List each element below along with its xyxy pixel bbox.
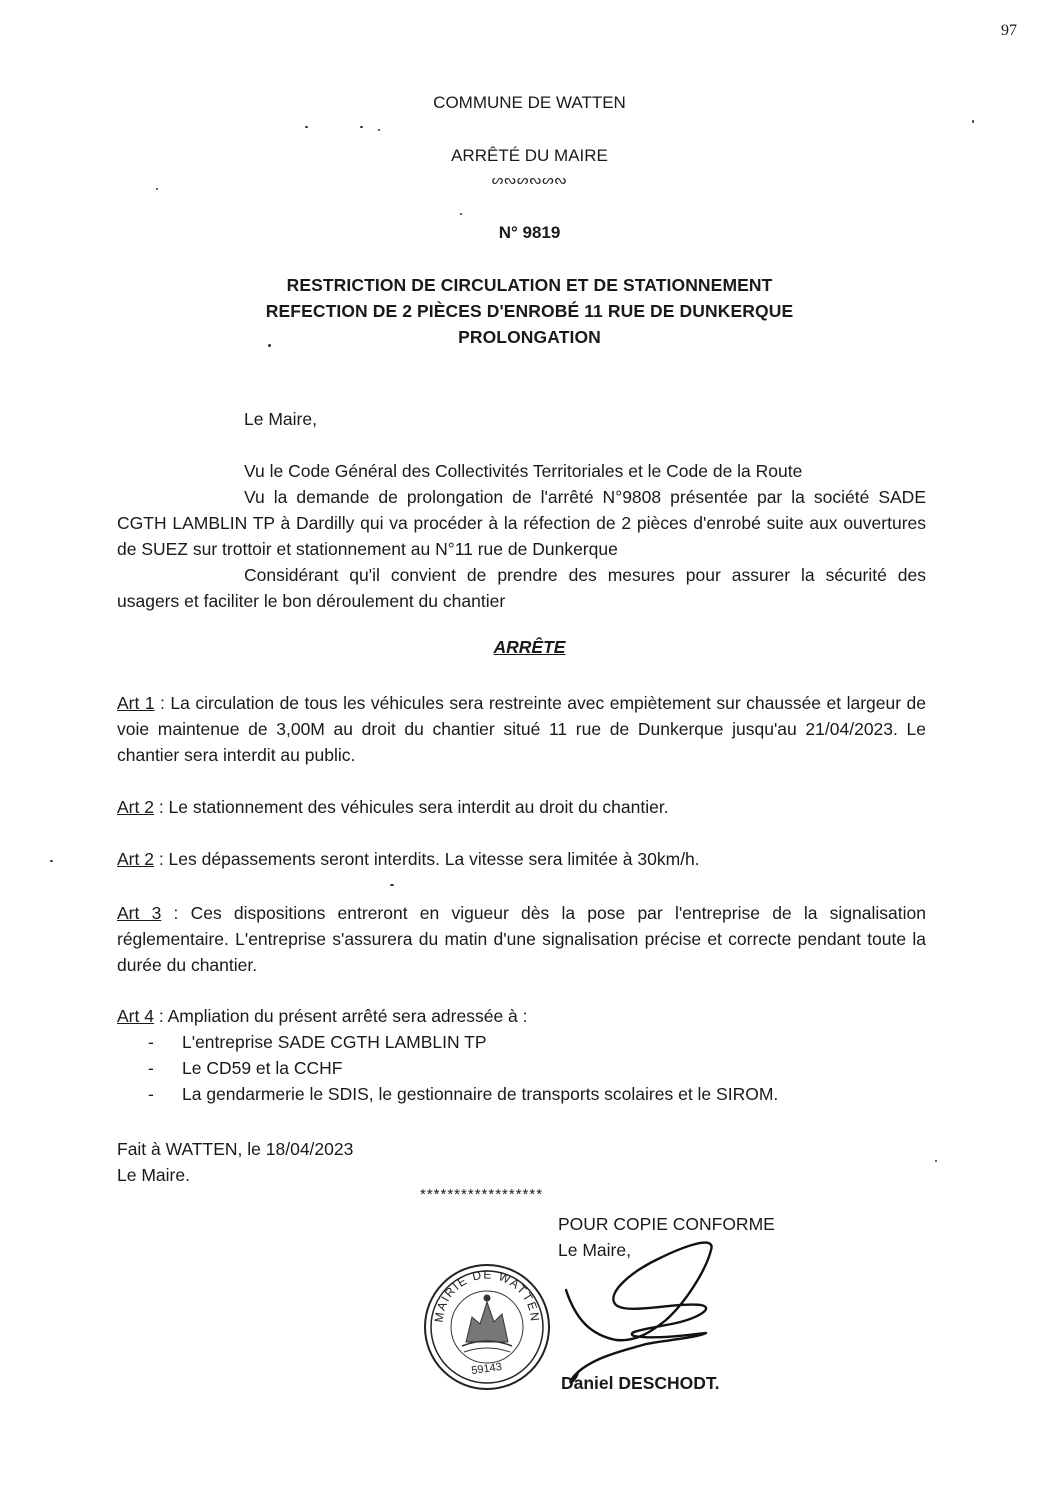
scan-speck bbox=[268, 344, 271, 347]
considerant: Considérant qu'il convient de prendre des mesures pour assurer la sécurité des usagers et faciliter le bon déroulement du chantier bbox=[117, 565, 926, 611]
scan-speck bbox=[156, 188, 158, 190]
fait-a: Fait à WATTEN, le 18/04/2023 bbox=[117, 1139, 354, 1159]
vu-code: Vu le Code Général des Collectivités Territoriales et le Code de la Route bbox=[244, 461, 803, 481]
copie-conforme: POUR COPIE CONFORME bbox=[558, 1214, 775, 1234]
article-label: Art 2 bbox=[117, 797, 154, 817]
article-label: Art 1 bbox=[117, 693, 155, 713]
title-line-2: REFECTION DE 2 PIÈCES D'ENROBÉ 11 RUE DE DUNKERQUE bbox=[265, 301, 794, 321]
article-text: : Les dépassements seront interdits. La vitesse sera limitée à 30km/h. bbox=[153, 849, 700, 869]
list-item: - L'entreprise SADE CGTH LAMBLIN TP bbox=[148, 1029, 928, 1055]
scan-speck bbox=[972, 120, 974, 123]
scan-speck bbox=[50, 860, 53, 862]
scan-speck bbox=[305, 126, 308, 128]
article-1 bbox=[117, 690, 926, 768]
article-label: Art 2 bbox=[117, 849, 154, 869]
page-number: 97 bbox=[1001, 22, 1017, 39]
article-2b bbox=[117, 846, 926, 872]
mairie-stamp bbox=[422, 1262, 552, 1392]
article-text: : Le stationnement des véhicules sera interdit au droit du chantier. bbox=[153, 797, 669, 817]
article-label: Art 3 bbox=[117, 903, 162, 923]
scan-speck bbox=[390, 884, 394, 886]
handwritten-signature bbox=[556, 1240, 726, 1390]
article-text: : Ampliation du présent arrêté sera adressée à : bbox=[153, 1006, 528, 1026]
scan-speck bbox=[935, 1160, 937, 1162]
ornament-divider: ᔕᔓᔕᔓᔕᔓ bbox=[491, 172, 568, 187]
arrete-heading: ARRÊTE bbox=[493, 637, 566, 657]
le-maire-closing: Le Maire. bbox=[117, 1165, 190, 1185]
article-label: Art 4 bbox=[117, 1006, 154, 1026]
salutation: Le Maire, bbox=[244, 409, 317, 429]
article-text: : Ces dispositions entreront en vigueur dès la pose par l'entreprise de la signalisation réglementaire. L'entreprise s'assurera du matin d'une signalisation précise et correcte pendant toute la durée du chantier. bbox=[117, 903, 926, 975]
article-3 bbox=[117, 900, 926, 978]
recipient-list bbox=[148, 1029, 928, 1107]
list-item: - Le CD59 et la CCHF bbox=[148, 1055, 928, 1081]
title-line-3: PROLONGATION bbox=[458, 327, 601, 347]
article-4 bbox=[117, 1003, 926, 1029]
le-maire-signature: Le Maire, bbox=[558, 1240, 631, 1260]
scan-speck bbox=[360, 126, 363, 128]
commune-name: COMMUNE DE WATTEN bbox=[433, 93, 626, 112]
vu-demande: Vu la demande de prolongation de l'arrêté N°9808 présentée par la société SADE CGTH LAMBLIN TP à Dardilly qui va procéder à la réfection de 2 pièces d'enrobé suite aux ouvertures de SUEZ sur trottoir et stationnement au N°11 rue de Dunkerque bbox=[117, 487, 926, 559]
document-type: ARRÊTÉ DU MAIRE bbox=[451, 146, 608, 165]
signatory-name: Daniel DESCHODT. bbox=[561, 1373, 720, 1393]
separator-stars: ****************** bbox=[420, 1186, 544, 1203]
stamp-ring-text: MAIRIE DE WATTEN bbox=[431, 1267, 543, 1324]
stamp-emblem-icon bbox=[462, 1295, 512, 1352]
article-2a bbox=[117, 794, 926, 820]
list-item: - La gendarmerie le SDIS, le gestionnaire de transports scolaires et le SIROM. bbox=[148, 1081, 928, 1107]
decree-number: N° 9819 bbox=[498, 223, 561, 242]
title-line-1: RESTRICTION DE CIRCULATION ET DE STATIONNEMENT bbox=[286, 275, 773, 295]
article-text: : La circulation de tous les véhicules sera restreinte avec empiètement sur chaussée et largeur de voie maintenue de 3,00M au droit du chantier situé 11 rue de Dunkerque jusqu'au 21/04/2023. Le chantier sera interdit au public. bbox=[117, 693, 926, 765]
stamp-postcode: 59143 bbox=[470, 1360, 503, 1378]
scan-speck bbox=[378, 129, 380, 131]
scan-speck bbox=[460, 213, 462, 215]
